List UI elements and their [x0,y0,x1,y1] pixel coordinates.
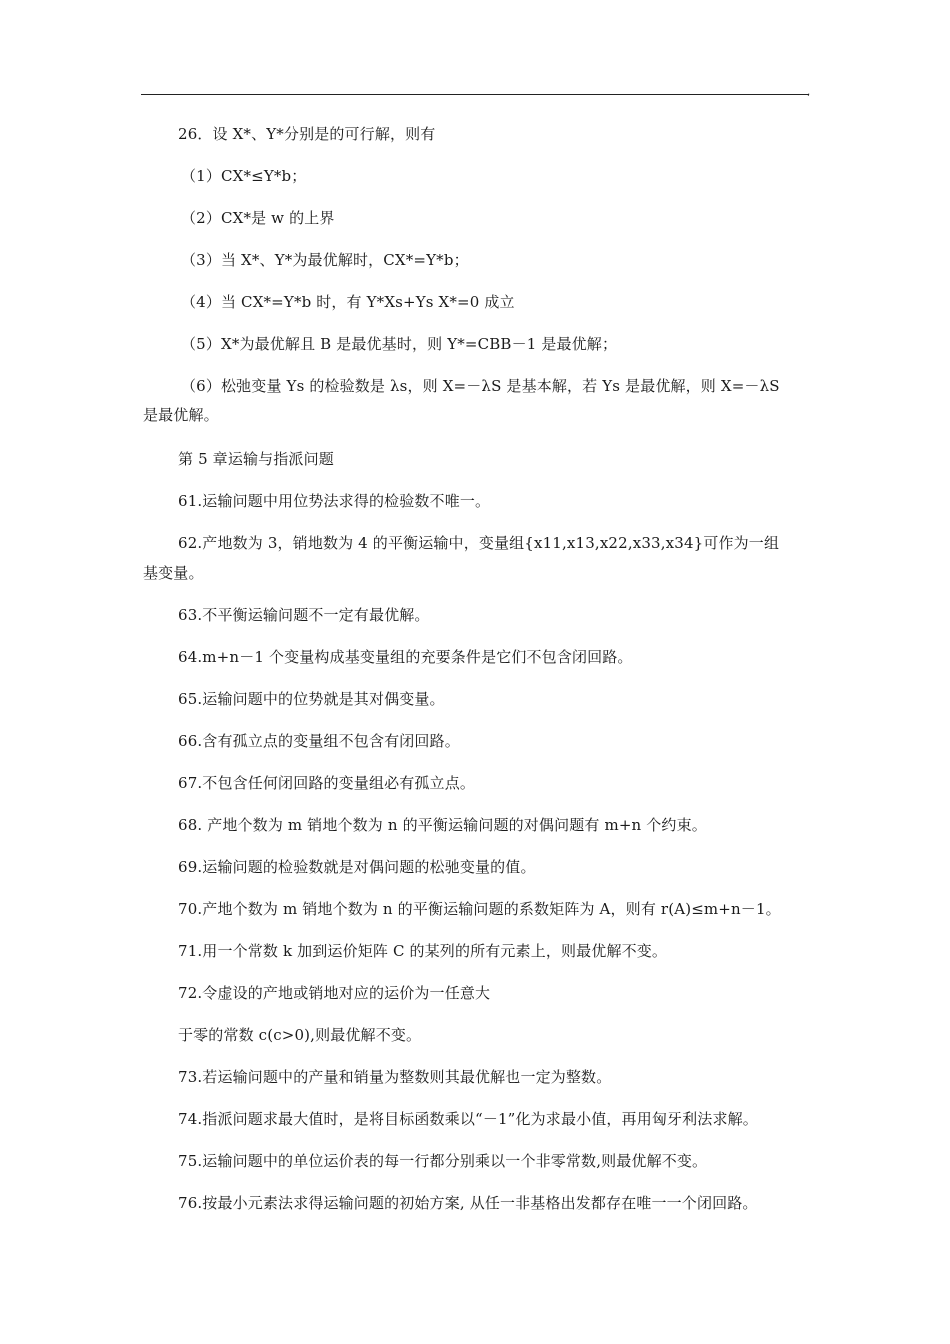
question-64: 64.m+n－1 个变量构成基变量组的充要条件是它们不包含闭回路。 [178,648,633,666]
question-61: 61.运输问题中用位势法求得的检验数不唯一。 [178,492,491,510]
question-62: 62.产地数为 3，销地数为 4 的平衡运输中，变量组{x11,x13,x22,x33,x34}可作为一组 [178,534,780,552]
question-72: 72.令虚设的产地或销地对应的运价为一任意大 [178,984,491,1002]
question-26: 26．设 X*、Y*分别是的可行解，则有 [178,125,436,143]
question-75: 75.运输问题中的单位运价表的每一行都分别乘以一个非零常数,则最优解不变。 [178,1152,708,1170]
header-rule-mark: , [807,87,811,98]
statement-2: （2）CX*是 w 的上界 [181,209,335,227]
question-67: 67.不包含任何闭回路的变量组必有孤立点。 [178,774,476,792]
question-68: 68. 产地个数为 m 销地个数为 n 的平衡运输问题的对偶问题有 m+n 个约束。 [178,816,707,834]
question-65: 65.运输问题中的位势就是其对偶变量。 [178,690,445,708]
statement-4: （4）当 CX*=Y*b 时，有 Y*Xs+Ys X*=0 成立 [181,293,515,311]
question-69: 69.运输问题的检验数就是对偶问题的松驰变量的值。 [178,858,536,876]
statement-1: （1）CX*≤Y*b； [181,167,307,185]
question-70: 70.产地个数为 m 销地个数为 n 的平衡运输问题的系数矩阵为 A，则有 r(A)≤m+n－1。 [178,900,781,918]
statement-6: （6）松弛变量 Ys 的检验数是 λs，则 X=－λS 是基本解，若 Ys 是最优解，则 X=－λS [181,377,780,395]
question-66: 66.含有孤立点的变量组不包含有闭回路。 [178,732,460,750]
question-73: 73.若运输问题中的产量和销量为整数则其最优解也一定为整数。 [178,1068,612,1086]
question-74: 74.指派问题求最大值时，是将目标函数乘以“－1”化为求最小值，再用匈牙利法求解。 [178,1110,758,1128]
question-76: 76.按最小元素法求得运输问题的初始方案, 从任一非基格出发都存在唯一一个闭回路。 [178,1194,758,1212]
header-rule [141,94,809,95]
question-72-continued: 于零的常数 c(c>0),则最优解不变。 [178,1026,422,1044]
statement-5: （5）X*为最优解且 B 是最优基时，则 Y*=CBB－1 是最优解； [181,335,618,353]
question-63: 63.不平衡运输问题不一定有最优解。 [178,606,430,624]
statement-6-continued: 是最优解。 [143,406,219,424]
statement-3: （3）当 X*、Y*为最优解时，CX*=Y*b； [181,251,469,269]
question-62-continued: 基变量。 [143,564,204,582]
question-71: 71.用一个常数 k 加到运价矩阵 C 的某列的所有元素上，则最优解不变。 [178,942,668,960]
chapter-heading: 第 5 章运输与指派问题 [178,450,334,468]
